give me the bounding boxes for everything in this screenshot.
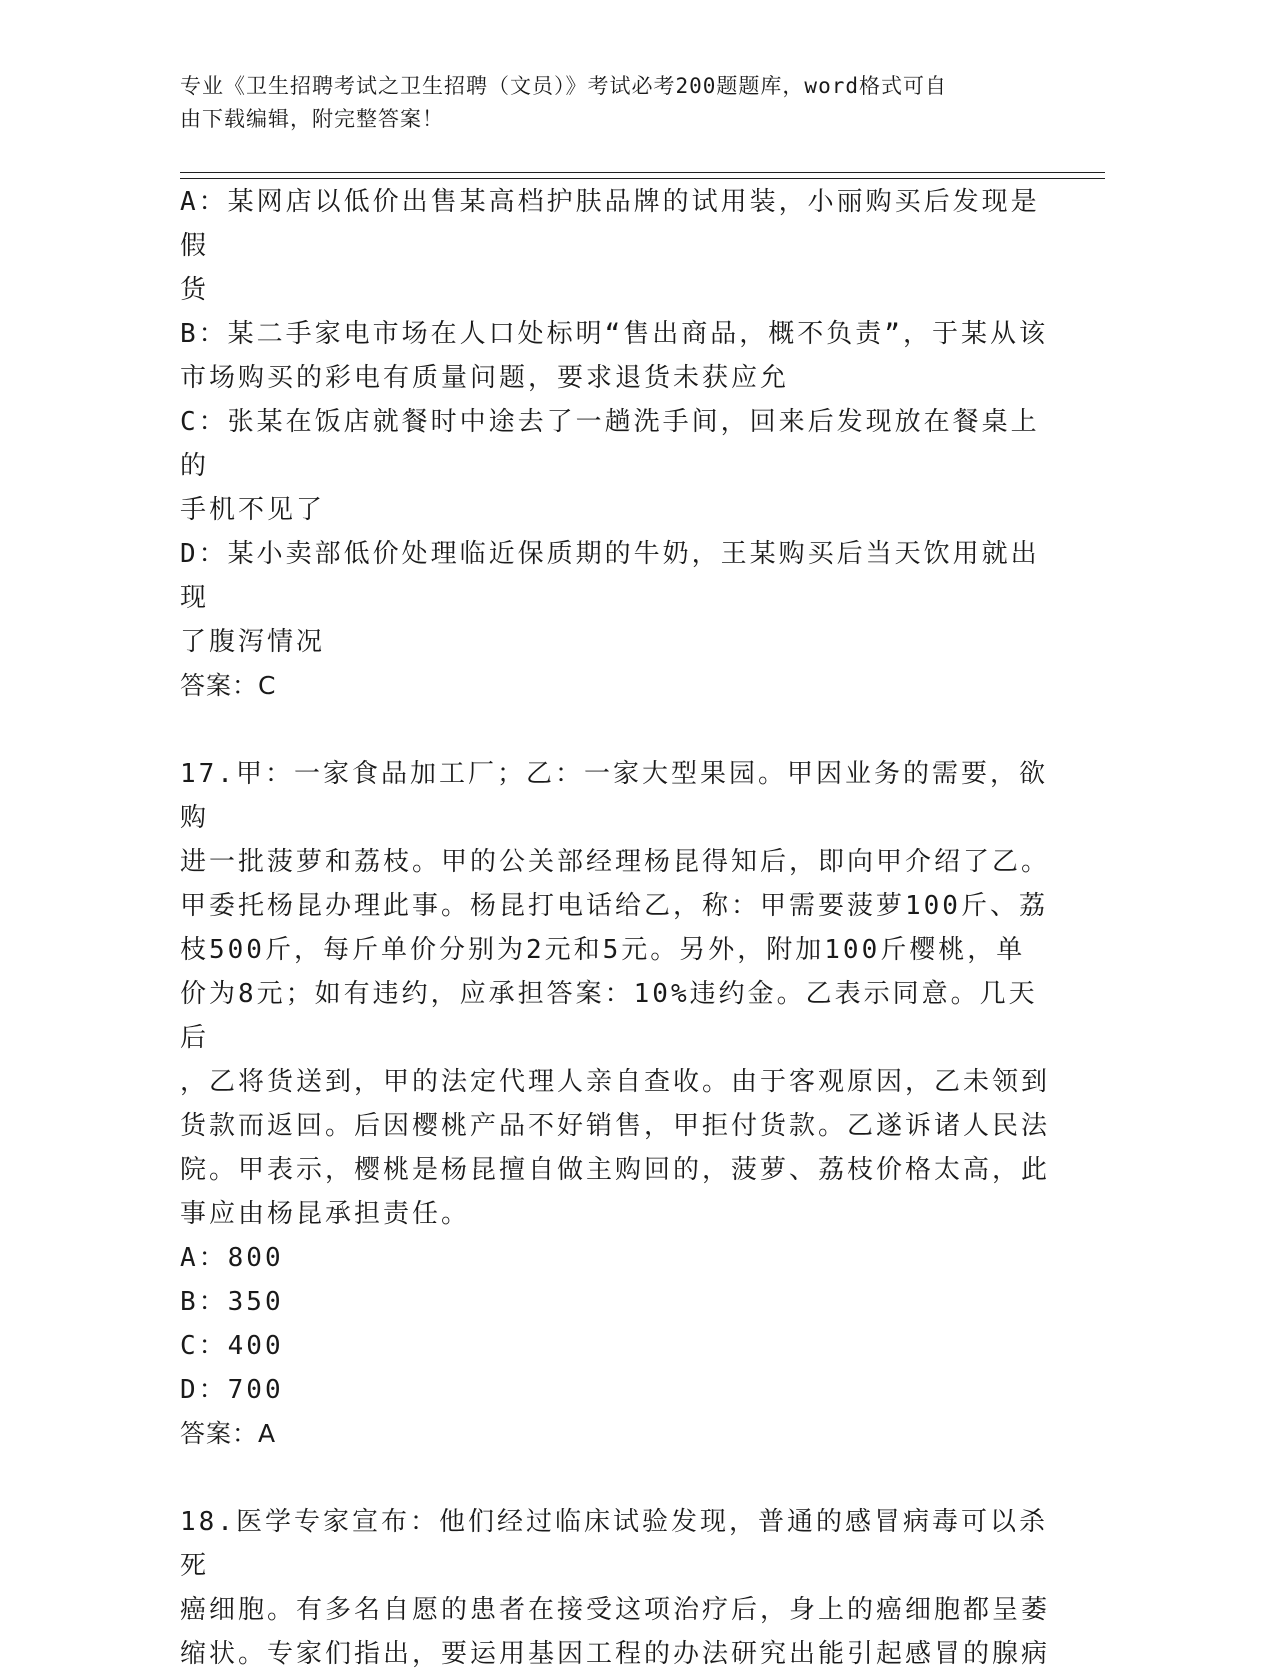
stem-line: 17.甲：一家食品加工厂；乙：一家大型果园。甲因业务的需要，欲购	[180, 759, 1048, 833]
question-17	[180, 752, 1050, 1456]
option-a	[180, 180, 1050, 312]
option-line: A：某网店以低价出售某高档护肤品牌的试用装，小丽购买后发现是假	[180, 187, 1040, 261]
header-divider-top	[180, 172, 1105, 173]
option-line: 市场购买的彩电有质量问题，要求退货未获应允	[180, 363, 790, 393]
stem-line: ，乙将货送到，甲的法定代理人亲自查收。由于客观原因，乙未领到	[180, 1067, 1051, 1097]
stem-line: 缩状。专家们指出，要运用基因工程的办法研究出能引起感冒的腺病	[180, 1639, 1051, 1669]
question-stem	[180, 752, 1050, 1236]
answer-line: 答案：A	[180, 1419, 277, 1448]
option-d: D：700	[180, 1375, 284, 1405]
stem-line: 进一批菠萝和荔枝。甲的公关部经理杨昆得知后，即向甲介绍了乙。	[180, 847, 1051, 877]
option-line: C：张某在饭店就餐时中途去了一趟洗手间，回来后发现放在餐桌上的	[180, 407, 1040, 481]
option-line: 货	[180, 275, 210, 305]
option-c	[180, 400, 1050, 532]
header-line: 由下载编辑，附完整答案！	[180, 107, 444, 131]
option-line: 手机不见了	[180, 495, 326, 525]
option-c: C：400	[180, 1331, 284, 1361]
document-header	[180, 70, 1050, 136]
header-line: 专业《卫生招聘考试之卫生招聘（文员）》考试必考200题题库，word格式可自	[180, 74, 947, 98]
document-body	[180, 180, 1050, 1676]
stem-line: 枝500斤，每斤单价分别为2元和5元。另外，附加100斤樱桃，单	[180, 935, 1026, 965]
question-16	[180, 180, 1050, 708]
stem-line: 18.医学专家宣布：他们经过临床试验发现，普通的感冒病毒可以杀死	[180, 1507, 1048, 1581]
stem-line: 货款而返回。后因樱桃产品不好销售，甲拒付货款。乙遂诉诸人民法	[180, 1111, 1051, 1141]
header-divider-bottom	[180, 178, 1105, 179]
answer-line: 答案：C	[180, 671, 277, 700]
option-d	[180, 532, 1050, 664]
option-line: B：某二手家电市场在人口处标明“售出商品，概不负责”，于某从该	[180, 319, 1048, 349]
stem-line: 癌细胞。有多名自愿的患者在接受这项治疗后，身上的癌细胞都呈萎	[180, 1595, 1051, 1625]
option-line: D：某小卖部低价处理临近保质期的牛奶，王某购买后当天饮用就出现	[180, 539, 1040, 613]
option-b	[180, 312, 1050, 400]
spacer	[180, 1456, 1050, 1500]
spacer	[180, 708, 1050, 752]
option-line: 了腹泻情况	[180, 627, 326, 657]
stem-line: 甲委托杨昆办理此事。杨昆打电话给乙，称：甲需要菠萝100斤、荔	[180, 891, 1048, 921]
stem-line: 院。甲表示，樱桃是杨昆擅自做主购回的，菠萝、荔枝价格太高，此	[180, 1155, 1051, 1185]
stem-line: 事应由杨昆承担责任。	[180, 1199, 471, 1229]
option-b: B：350	[180, 1287, 284, 1317]
option-a: A：800	[180, 1243, 284, 1273]
stem-line: 价为8元；如有违约，应承担答案：10%违约金。乙表示同意。几天后	[180, 979, 1038, 1053]
